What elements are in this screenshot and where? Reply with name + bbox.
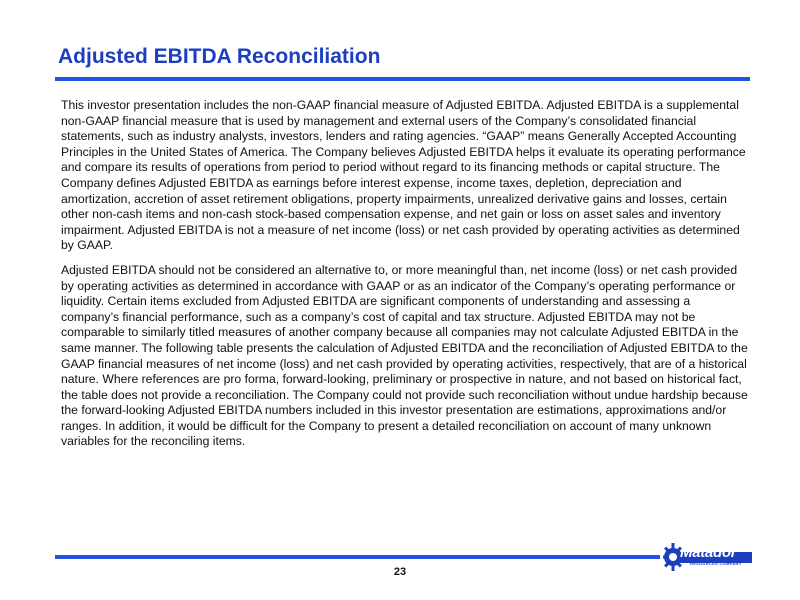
paragraph-1: This investor presentation includes the non-GAAP financial measure of Adjusted EBITDA. Adjusted EBITDA is a supplemental non-GAAP financial measure that is used by management and external users of the Company’s consolidated financial statements, such as industry analysts, investors, lenders and rating agencies. “GAAP” means Generally Accepted Accounting Principles in the United States of America. The Company believes Adjusted EBITDA helps it evaluate its operating performance and compare its results of operations from period to period without regard to its financing methods or capital structure. The Company defines Adjusted EBITDA as earnings before interest expense, income taxes, depletion, depreciation and amortization, accretion of asset retirement obligations, property impairments, unrealized derivative gains and losses, certain other non-cash items and non-cash stock-based compensation expense, and net gain or loss on asset sales and inventory impairment. Adjusted EBITDA is not a measure of net income (loss) or net cash provided by operating activities as determined by GAAP. <box>61 98 746 253</box>
body-text <box>61 98 751 459</box>
footer-divider <box>55 555 660 559</box>
logo-wordmark: Matador <box>680 544 737 561</box>
page-title: Adjusted EBITDA Reconciliation <box>58 45 381 68</box>
title-divider <box>55 77 750 81</box>
page-number: 23 <box>393 566 407 578</box>
paragraph-2: Adjusted EBITDA should not be considered an alternative to, or more meaningful than, net income (loss) or net cash provided by operating activities as determined in accordance with GAAP or as an indicator of the Company’s operating performance or liquidity. Certain items excluded from Adjusted EBITDA are significant components of understanding and assessing a company’s financial performance, such as a company’s cost of capital and tax structure. Adjusted EBITDA may not be comparable to similarly titled measures of another company because all companies may not calculate Adjusted EBITDA in the same manner. The following table presents the calculation of Adjusted EBITDA and the reconciliation of Adjusted EBITDA to the GAAP financial measures of net income (loss) and net cash provided by operating activities, respectively, that are of a historical nature. Where references are pro forma, forward-looking, preliminary or prospective in nature, and not based on historical fact, the table does not provide a reconciliation. The Company could not provide such reconciliation without undue hardship because the forward-looking Adjusted EBITDA numbers included in this investor presentation are estimations, approximations and/or ranges. In addition, it would be difficult for the Company to present a detailed reconciliation on account of many unknown variables for the reconciling items. <box>61 262 748 449</box>
logo-subtitle: RESOURCES COMPANY <box>690 561 742 566</box>
